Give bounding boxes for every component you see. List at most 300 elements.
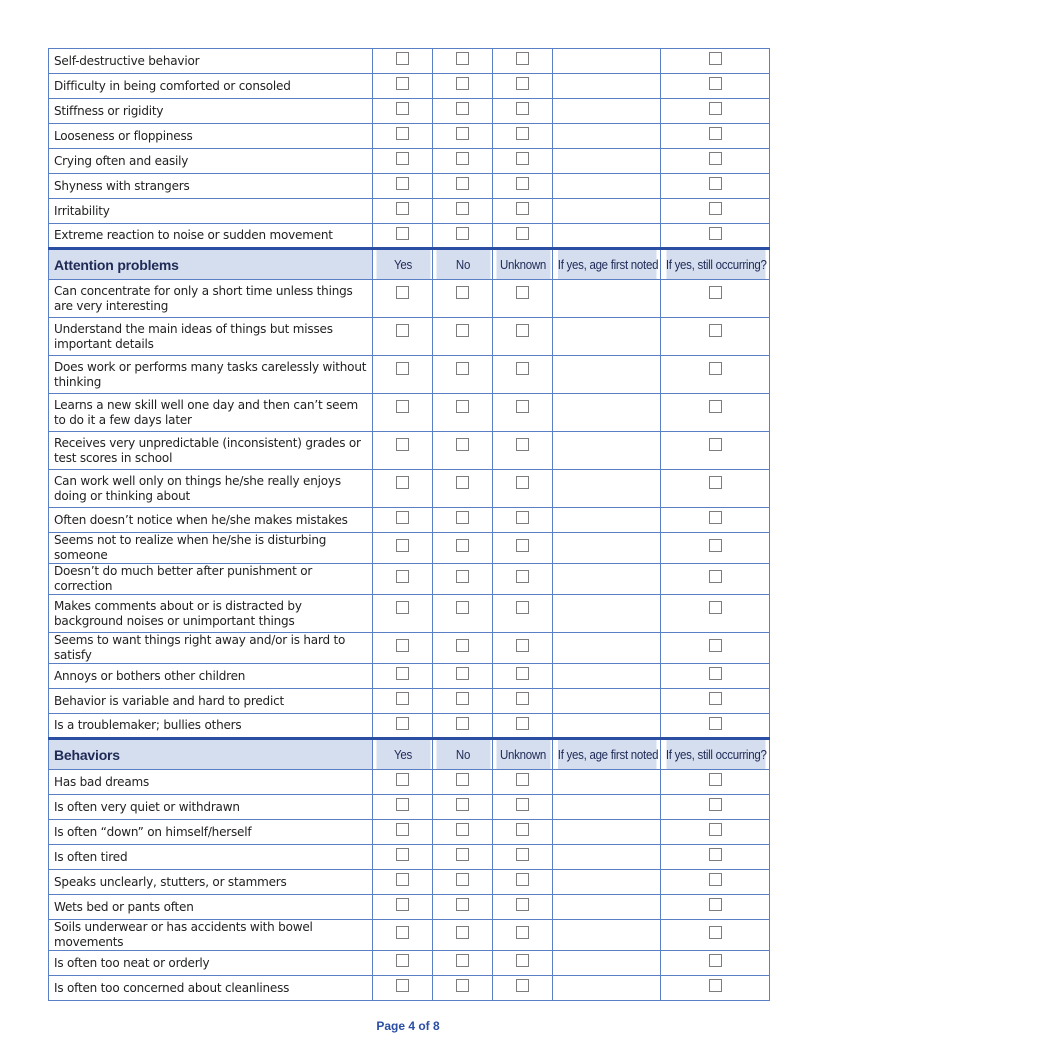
column-header-age-first-noted: If yes, age first noted [557, 739, 656, 770]
checklist-row [49, 356, 770, 394]
column-header-unknown: Unknown [495, 739, 550, 770]
age-first-noted-field[interactable] [553, 280, 661, 318]
no-checkbox[interactable] [456, 873, 469, 886]
age-first-noted-field[interactable] [553, 224, 661, 249]
yes-checkbox[interactable] [396, 848, 409, 861]
age-first-noted-field[interactable] [553, 564, 661, 595]
yes-checkbox[interactable] [396, 667, 409, 680]
checklist-row [49, 394, 770, 432]
yes-cell [373, 845, 433, 870]
no-checkbox[interactable] [456, 102, 469, 115]
unknown-cell [493, 845, 553, 870]
occurring-checkbox[interactable] [709, 539, 722, 552]
yes-checkbox[interactable] [396, 717, 409, 730]
age-first-noted-field[interactable] [553, 820, 661, 845]
occurring-checkbox[interactable] [709, 979, 722, 992]
unknown-checkbox[interactable] [516, 152, 529, 165]
unknown-checkbox[interactable] [516, 898, 529, 911]
age-first-noted-field[interactable] [553, 951, 661, 976]
unknown-checkbox[interactable] [516, 362, 529, 375]
occurring-checkbox[interactable] [709, 127, 722, 140]
occurring-cell [661, 149, 770, 174]
no-checkbox[interactable] [456, 476, 469, 489]
age-first-noted-field[interactable] [553, 795, 661, 820]
no-checkbox[interactable] [456, 202, 469, 215]
checklist-row [49, 595, 770, 633]
age-first-noted-field[interactable] [553, 432, 661, 470]
yes-checkbox[interactable] [396, 979, 409, 992]
checklist-row [49, 318, 770, 356]
item-label: Stiffness or rigidity [49, 99, 373, 124]
item-label: Irritability [49, 199, 373, 224]
unknown-cell [493, 795, 553, 820]
no-checkbox[interactable] [456, 601, 469, 614]
yes-checkbox[interactable] [396, 539, 409, 552]
occurring-checkbox[interactable] [709, 438, 722, 451]
yes-checkbox[interactable] [396, 102, 409, 115]
age-first-noted-field[interactable] [553, 318, 661, 356]
unknown-checkbox[interactable] [516, 52, 529, 65]
yes-cell [373, 224, 433, 249]
item-label: Has bad dreams [49, 770, 373, 795]
checklist-row [49, 976, 770, 1001]
unknown-checkbox[interactable] [516, 823, 529, 836]
occurring-cell [661, 224, 770, 249]
occurring-cell [661, 318, 770, 356]
no-cell [433, 770, 493, 795]
yes-cell [373, 770, 433, 795]
no-checkbox[interactable] [456, 667, 469, 680]
occurring-checkbox[interactable] [709, 926, 722, 939]
occurring-cell [661, 845, 770, 870]
yes-checkbox[interactable] [396, 692, 409, 705]
no-cell [433, 49, 493, 74]
yes-checkbox[interactable] [396, 400, 409, 413]
age-first-noted-field[interactable] [553, 870, 661, 895]
no-cell [433, 318, 493, 356]
yes-checkbox[interactable] [396, 601, 409, 614]
occurring-checkbox[interactable] [709, 848, 722, 861]
occurring-cell [661, 74, 770, 99]
age-first-noted-field[interactable] [553, 470, 661, 508]
age-first-noted-field[interactable] [553, 149, 661, 174]
yes-cell [373, 49, 433, 74]
column-header-yes: Yes [375, 249, 430, 280]
no-cell [433, 595, 493, 633]
item-label: Soils underwear or has accidents with bowel movements [49, 920, 373, 951]
unknown-checkbox[interactable] [516, 926, 529, 939]
checklist-row [49, 470, 770, 508]
occurring-cell [661, 895, 770, 920]
no-checkbox[interactable] [456, 152, 469, 165]
occurring-checkbox[interactable] [709, 227, 722, 240]
occurring-checkbox[interactable] [709, 773, 722, 786]
unknown-checkbox[interactable] [516, 773, 529, 786]
age-first-noted-field[interactable] [553, 356, 661, 394]
occurring-cell [661, 795, 770, 820]
unknown-checkbox[interactable] [516, 639, 529, 652]
item-label: Doesn’t do much better after punishment or correction [49, 564, 373, 595]
unknown-checkbox[interactable] [516, 400, 529, 413]
unknown-checkbox[interactable] [516, 979, 529, 992]
occurring-cell [661, 595, 770, 633]
unknown-cell [493, 508, 553, 533]
age-first-noted-field[interactable] [553, 394, 661, 432]
occurring-cell [661, 714, 770, 739]
item-label: Often doesn’t notice when he/she makes mistakes [49, 508, 373, 533]
age-first-noted-field[interactable] [553, 895, 661, 920]
no-checkbox[interactable] [456, 823, 469, 836]
unknown-cell [493, 174, 553, 199]
unknown-checkbox[interactable] [516, 717, 529, 730]
occurring-checkbox[interactable] [709, 873, 722, 886]
checklist-row [49, 174, 770, 199]
yes-cell [373, 870, 433, 895]
age-first-noted-field[interactable] [553, 174, 661, 199]
yes-checkbox[interactable] [396, 511, 409, 524]
occurring-checkbox[interactable] [709, 102, 722, 115]
yes-cell [373, 664, 433, 689]
no-cell [433, 470, 493, 508]
yes-cell [373, 99, 433, 124]
checklist-row [49, 149, 770, 174]
unknown-checkbox[interactable] [516, 601, 529, 614]
column-header-yes: Yes [375, 739, 430, 770]
checklist-row [49, 895, 770, 920]
occurring-cell [661, 664, 770, 689]
unknown-checkbox[interactable] [516, 848, 529, 861]
yes-cell [373, 820, 433, 845]
yes-checkbox[interactable] [396, 476, 409, 489]
occurring-cell [661, 770, 770, 795]
age-first-noted-field[interactable] [553, 664, 661, 689]
unknown-checkbox[interactable] [516, 227, 529, 240]
age-first-noted-field[interactable] [553, 124, 661, 149]
no-checkbox[interactable] [456, 848, 469, 861]
unknown-checkbox[interactable] [516, 798, 529, 811]
column-header-unknown: Unknown [495, 249, 550, 280]
occurring-checkbox[interactable] [709, 77, 722, 90]
yes-cell [373, 920, 433, 951]
checklist-row [49, 74, 770, 99]
unknown-checkbox[interactable] [516, 324, 529, 337]
column-header-still-occurring: If yes, still occurring? [665, 249, 765, 280]
no-cell [433, 633, 493, 664]
checklist-row [49, 845, 770, 870]
yes-checkbox[interactable] [396, 873, 409, 886]
yes-checkbox[interactable] [396, 324, 409, 337]
item-label: Is often too concerned about cleanliness [49, 976, 373, 1001]
occurring-checkbox[interactable] [709, 177, 722, 190]
yes-cell [373, 199, 433, 224]
age-first-noted-field[interactable] [553, 633, 661, 664]
occurring-cell [661, 174, 770, 199]
age-first-noted-field[interactable] [553, 689, 661, 714]
unknown-cell [493, 895, 553, 920]
yes-cell [373, 394, 433, 432]
yes-cell [373, 356, 433, 394]
unknown-cell [493, 664, 553, 689]
no-checkbox[interactable] [456, 511, 469, 524]
occurring-cell [661, 564, 770, 595]
occurring-cell [661, 99, 770, 124]
occurring-checkbox[interactable] [709, 692, 722, 705]
unknown-checkbox[interactable] [516, 873, 529, 886]
unknown-cell [493, 976, 553, 1001]
occurring-cell [661, 689, 770, 714]
unknown-cell [493, 533, 553, 564]
unknown-checkbox[interactable] [516, 476, 529, 489]
no-cell [433, 920, 493, 951]
column-header-no: No [435, 739, 490, 770]
checklist-row [49, 920, 770, 951]
occurring-cell [661, 533, 770, 564]
no-checkbox[interactable] [456, 979, 469, 992]
unknown-cell [493, 432, 553, 470]
checklist-row [49, 951, 770, 976]
occurring-checkbox[interactable] [709, 286, 722, 299]
yes-cell [373, 895, 433, 920]
unknown-checkbox[interactable] [516, 77, 529, 90]
yes-checkbox[interactable] [396, 898, 409, 911]
unknown-cell [493, 74, 553, 99]
no-cell [433, 951, 493, 976]
occurring-checkbox[interactable] [709, 152, 722, 165]
unknown-cell [493, 951, 553, 976]
yes-cell [373, 533, 433, 564]
unknown-cell [493, 633, 553, 664]
yes-cell [373, 633, 433, 664]
occurring-checkbox[interactable] [709, 667, 722, 680]
age-first-noted-field[interactable] [553, 714, 661, 739]
yes-checkbox[interactable] [396, 152, 409, 165]
occurring-checkbox[interactable] [709, 362, 722, 375]
no-checkbox[interactable] [456, 52, 469, 65]
no-checkbox[interactable] [456, 570, 469, 583]
occurring-checkbox[interactable] [709, 898, 722, 911]
no-checkbox[interactable] [456, 798, 469, 811]
yes-cell [373, 149, 433, 174]
no-cell [433, 564, 493, 595]
age-first-noted-field[interactable] [553, 49, 661, 74]
column-header-still-occurring: If yes, still occurring? [665, 739, 765, 770]
unknown-cell [493, 689, 553, 714]
unknown-cell [493, 595, 553, 633]
no-checkbox[interactable] [456, 227, 469, 240]
yes-checkbox[interactable] [396, 954, 409, 967]
unknown-checkbox[interactable] [516, 511, 529, 524]
unknown-cell [493, 714, 553, 739]
no-checkbox[interactable] [456, 773, 469, 786]
yes-cell [373, 318, 433, 356]
item-label: Is often very quiet or withdrawn [49, 795, 373, 820]
yes-cell [373, 564, 433, 595]
occurring-checkbox[interactable] [709, 476, 722, 489]
item-label: Is often tired [49, 845, 373, 870]
unknown-checkbox[interactable] [516, 539, 529, 552]
item-label: Is often too neat or orderly [49, 951, 373, 976]
occurring-checkbox[interactable] [709, 823, 722, 836]
age-first-noted-field[interactable] [553, 533, 661, 564]
occurring-checkbox[interactable] [709, 954, 722, 967]
occurring-cell [661, 470, 770, 508]
item-label: Can work well only on things he/she really enjoys doing or thinking about [49, 470, 373, 508]
no-checkbox[interactable] [456, 362, 469, 375]
checklist-row [49, 870, 770, 895]
yes-checkbox[interactable] [396, 227, 409, 240]
no-checkbox[interactable] [456, 898, 469, 911]
occurring-checkbox[interactable] [709, 511, 722, 524]
item-label: Is a troublemaker; bullies others [49, 714, 373, 739]
occurring-cell [661, 280, 770, 318]
occurring-checkbox[interactable] [709, 717, 722, 730]
no-checkbox[interactable] [456, 438, 469, 451]
yes-checkbox[interactable] [396, 52, 409, 65]
unknown-cell [493, 470, 553, 508]
unknown-checkbox[interactable] [516, 177, 529, 190]
no-cell [433, 795, 493, 820]
checklist-row [49, 49, 770, 74]
yes-checkbox[interactable] [396, 926, 409, 939]
column-header-age-first-noted: If yes, age first noted [557, 249, 656, 280]
yes-cell [373, 74, 433, 99]
no-cell [433, 74, 493, 99]
occurring-cell [661, 920, 770, 951]
symptom-checklist-table [48, 48, 770, 1001]
item-label: Seems to want things right away and/or is hard to satisfy [49, 633, 373, 664]
age-first-noted-field[interactable] [553, 508, 661, 533]
checklist-row [49, 664, 770, 689]
no-cell [433, 714, 493, 739]
no-checkbox[interactable] [456, 177, 469, 190]
item-label: Self-destructive behavior [49, 49, 373, 74]
unknown-checkbox[interactable] [516, 692, 529, 705]
unknown-checkbox[interactable] [516, 438, 529, 451]
yes-checkbox[interactable] [396, 823, 409, 836]
occurring-cell [661, 199, 770, 224]
occurring-cell [661, 870, 770, 895]
occurring-checkbox[interactable] [709, 639, 722, 652]
yes-checkbox[interactable] [396, 286, 409, 299]
yes-checkbox[interactable] [396, 798, 409, 811]
item-label: Wets bed or pants often [49, 895, 373, 920]
age-first-noted-field[interactable] [553, 920, 661, 951]
checklist-row [49, 770, 770, 795]
unknown-checkbox[interactable] [516, 667, 529, 680]
yes-cell [373, 595, 433, 633]
no-checkbox[interactable] [456, 324, 469, 337]
age-first-noted-field[interactable] [553, 74, 661, 99]
age-first-noted-field[interactable] [553, 199, 661, 224]
no-cell [433, 199, 493, 224]
section-title: Behaviors [49, 739, 373, 770]
unknown-cell [493, 920, 553, 951]
unknown-checkbox[interactable] [516, 102, 529, 115]
occurring-checkbox[interactable] [709, 400, 722, 413]
occurring-checkbox[interactable] [709, 324, 722, 337]
yes-cell [373, 795, 433, 820]
section-header [49, 739, 770, 770]
no-checkbox[interactable] [456, 400, 469, 413]
no-checkbox[interactable] [456, 77, 469, 90]
no-cell [433, 394, 493, 432]
occurring-checkbox[interactable] [709, 52, 722, 65]
occurring-cell [661, 356, 770, 394]
occurring-checkbox[interactable] [709, 798, 722, 811]
no-checkbox[interactable] [456, 692, 469, 705]
checklist-row [49, 564, 770, 595]
no-checkbox[interactable] [456, 127, 469, 140]
yes-checkbox[interactable] [396, 362, 409, 375]
yes-checkbox[interactable] [396, 77, 409, 90]
unknown-checkbox[interactable] [516, 127, 529, 140]
item-label: Makes comments about or is distracted by background noises or unimportant things [49, 595, 373, 633]
item-label: Annoys or bothers other children [49, 664, 373, 689]
checklist-row [49, 432, 770, 470]
item-label: Difficulty in being comforted or consoled [49, 74, 373, 99]
no-checkbox[interactable] [456, 717, 469, 730]
yes-cell [373, 280, 433, 318]
occurring-checkbox[interactable] [709, 202, 722, 215]
yes-checkbox[interactable] [396, 177, 409, 190]
yes-checkbox[interactable] [396, 773, 409, 786]
yes-checkbox[interactable] [396, 570, 409, 583]
unknown-checkbox[interactable] [516, 954, 529, 967]
no-checkbox[interactable] [456, 926, 469, 939]
yes-checkbox[interactable] [396, 202, 409, 215]
unknown-checkbox[interactable] [516, 286, 529, 299]
no-checkbox[interactable] [456, 539, 469, 552]
unknown-cell [493, 770, 553, 795]
age-first-noted-field[interactable] [553, 770, 661, 795]
age-first-noted-field[interactable] [553, 595, 661, 633]
occurring-cell [661, 633, 770, 664]
checklist-row [49, 633, 770, 664]
yes-cell [373, 714, 433, 739]
no-cell [433, 356, 493, 394]
occurring-cell [661, 394, 770, 432]
item-label: Does work or performs many tasks carelessly without thinking [49, 356, 373, 394]
no-cell [433, 508, 493, 533]
yes-checkbox[interactable] [396, 438, 409, 451]
age-first-noted-field[interactable] [553, 976, 661, 1001]
item-label: Seems not to realize when he/she is disturbing someone [49, 533, 373, 564]
item-label: Understand the main ideas of things but misses important details [49, 318, 373, 356]
no-cell [433, 895, 493, 920]
no-checkbox[interactable] [456, 954, 469, 967]
yes-checkbox[interactable] [396, 639, 409, 652]
no-checkbox[interactable] [456, 639, 469, 652]
no-checkbox[interactable] [456, 286, 469, 299]
checklist-row [49, 199, 770, 224]
no-cell [433, 820, 493, 845]
occurring-cell [661, 951, 770, 976]
unknown-cell [493, 356, 553, 394]
yes-checkbox[interactable] [396, 127, 409, 140]
occurring-cell [661, 820, 770, 845]
occurring-checkbox[interactable] [709, 601, 722, 614]
occurring-cell [661, 432, 770, 470]
no-cell [433, 870, 493, 895]
age-first-noted-field[interactable] [553, 845, 661, 870]
occurring-checkbox[interactable] [709, 570, 722, 583]
yes-cell [373, 689, 433, 714]
unknown-checkbox[interactable] [516, 570, 529, 583]
yes-cell [373, 432, 433, 470]
item-label: Looseness or floppiness [49, 124, 373, 149]
unknown-checkbox[interactable] [516, 202, 529, 215]
age-first-noted-field[interactable] [553, 99, 661, 124]
